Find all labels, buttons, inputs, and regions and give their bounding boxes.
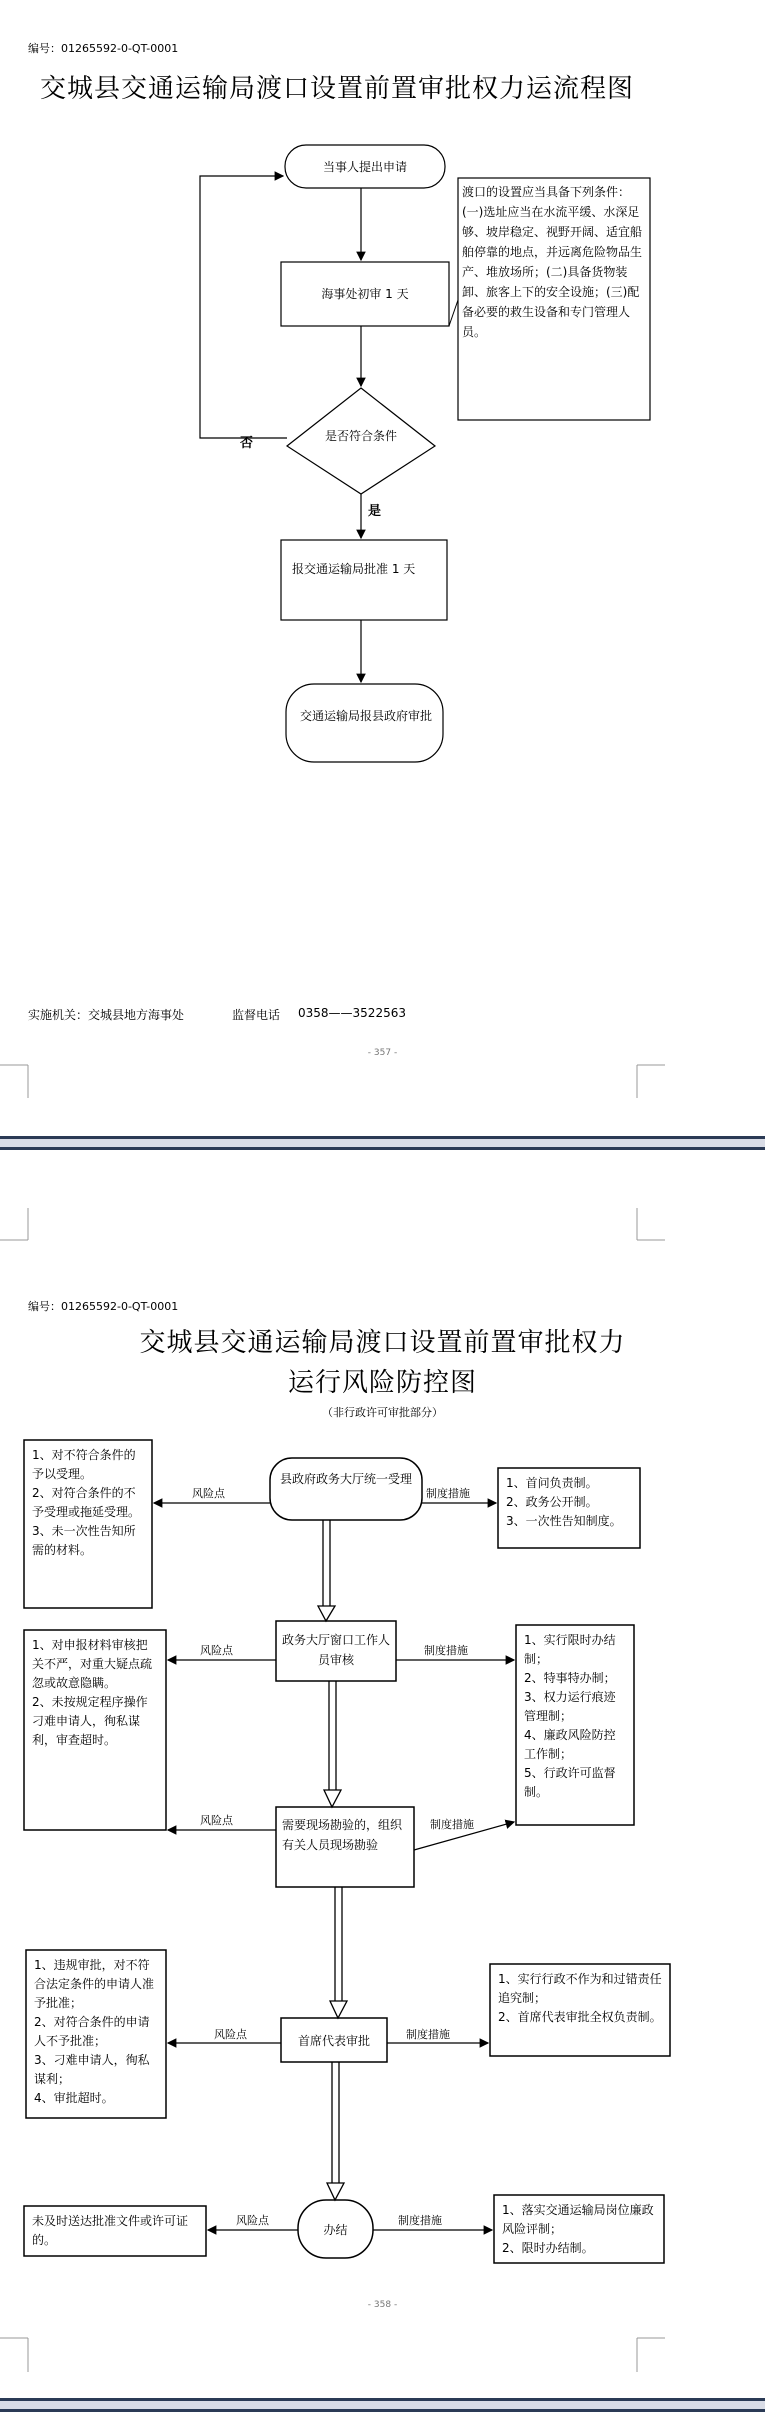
page-separator bbox=[0, 1136, 765, 1150]
measure-label: 制度措施 bbox=[424, 1644, 468, 1657]
yes-label: 是 bbox=[368, 504, 382, 519]
risk-box: 未及时送达批准文件或许可证的。 bbox=[32, 2214, 189, 2247]
measure-box: 1、首问负责制。 2、政务公开制。 3、一次性告知制度。 bbox=[506, 1476, 622, 1528]
page-title: 交城县交通运输局渡口设置前置审批权力运流程图 bbox=[40, 74, 635, 104]
page-separator bbox=[0, 2398, 765, 2412]
no-label: 否 bbox=[240, 436, 254, 451]
risk-label: 风险点 bbox=[236, 2214, 269, 2227]
risk-box: 1、对不符合条件的予以受理。 2、对符合条件的不予受理或拖延受理。 3、未一次性告知所需的材料。 bbox=[32, 1448, 141, 1557]
measure-label: 制度措施 bbox=[426, 1487, 470, 1500]
measure-label: 制度措施 bbox=[430, 1818, 474, 1831]
report-node-shape bbox=[281, 540, 447, 620]
risk-label: 风险点 bbox=[214, 2028, 247, 2041]
measure-label: 制度措施 bbox=[406, 2028, 450, 2041]
report-node: 报交通运输局批准 1 天 bbox=[292, 562, 416, 576]
measure-label: 制度措施 bbox=[398, 2214, 442, 2227]
document-number: 编号：01265592-0-QT-0001 bbox=[28, 42, 179, 55]
document-number: 编号：01265592-0-QT-0001 bbox=[28, 1300, 179, 1313]
risk-label: 风险点 bbox=[200, 1814, 233, 1827]
step-center-node: 办结 bbox=[323, 2223, 348, 2237]
page-number: - 358 - bbox=[367, 2300, 398, 2310]
page-title-line1: 交城县交通运输局渡口设置前置审批权力 bbox=[139, 1328, 626, 1358]
risk-box: 1、违规审批，对不符合法定条件的申请人准予批准； 2、对符合条件的申请人不予批准； 3、刁难申请人，徇私谋利； 4、审批超时。 bbox=[34, 1958, 155, 2105]
page-subtitle: （非行政许可审批部分） bbox=[322, 1406, 443, 1419]
risk-box: 1、对申报材料审核把关不严，对重大疑点疏忽或故意隐瞒。 2、未按规定程序操作刁难申请人，徇私谋利，审查超时。 bbox=[32, 1638, 153, 1747]
page-title-line2: 运行风险防控图 bbox=[287, 1368, 477, 1398]
conditions-note: 渡口的设置应当具备下列条件：(一)选址应当在水流平缓、水深足够、坡岸稳定、视野开阔、适宜船舶停靠的地点，并远离危险物品生产、堆放场所；(二)具备货物装卸、旅客上下的安全设施；(三)配备必要的救生设备和专门管理人员。 bbox=[462, 185, 643, 339]
step-center-node: 首席代表审批 bbox=[297, 2034, 370, 2048]
start-node: 当事人提出申请 bbox=[322, 160, 407, 174]
page-number: - 357 - bbox=[367, 1048, 398, 1058]
review-node: 海事处初审 1 天 bbox=[321, 287, 409, 301]
measure-box: 1、实行限时办结制； 2、特事特办制； 3、权力运行痕迹管理制； 4、廉政风险防控工作制； 5、行政许可监督制。 bbox=[524, 1633, 616, 1799]
footer-phone-label: 监督电话 bbox=[232, 1008, 281, 1022]
footer-phone: 0358——3522563 bbox=[298, 1006, 406, 1020]
measure-box: 1、落实交通运输局岗位廉政风险评制； 2、限时办结制。 bbox=[502, 2203, 654, 2255]
risk-label: 风险点 bbox=[192, 1487, 225, 1500]
end-node: 交通运输局报县政府审批 bbox=[300, 709, 433, 723]
risk-label: 风险点 bbox=[200, 1644, 233, 1657]
measure-box: 1、实行行政不作为和过错责任追究制； 2、首席代表审批全权负责制。 bbox=[498, 1972, 662, 2024]
step-center-node: 县政府政务大厅统一受理 bbox=[279, 1472, 412, 1486]
decision-node: 是否符合条件 bbox=[324, 429, 397, 443]
footer-agency: 实施机关：交城县地方海事处 bbox=[28, 1008, 185, 1022]
step-center-node: 需要现场勘验的，组织有关人员现场勘验 bbox=[282, 1818, 403, 1852]
step-center-node: 政务大厅窗口工作人员审核 bbox=[281, 1633, 390, 1667]
